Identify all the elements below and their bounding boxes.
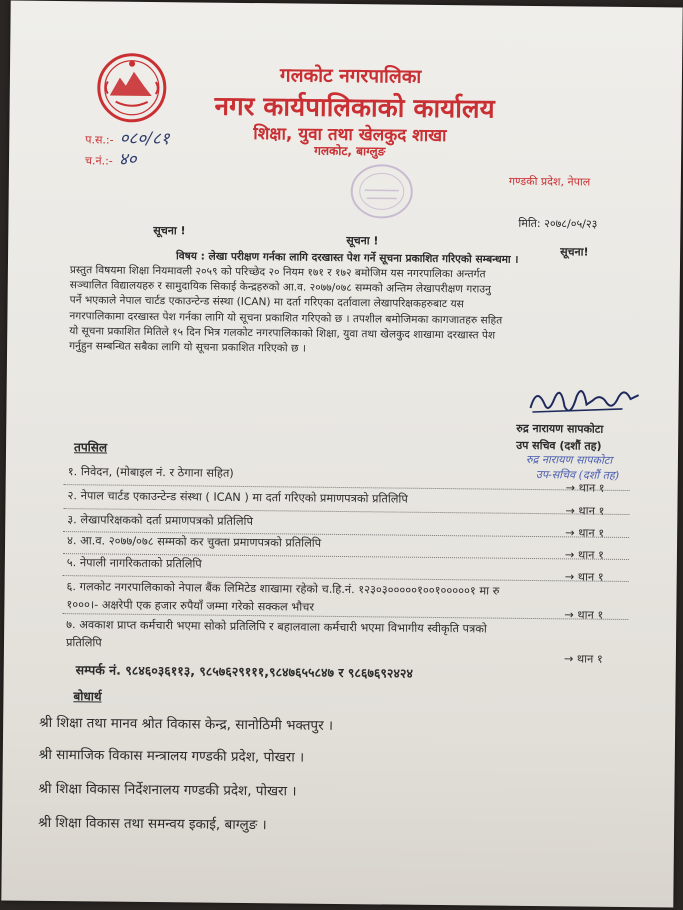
contact-numbers: सम्पर्क नं. ९८४६०३६११३, ९८५७६२९१११,९८४७६५५८४७ र ९८६७६९२४२४ (75, 662, 413, 681)
date: मिति: २०७८/०५/२३ (518, 216, 598, 231)
ref-cn-value: ४० (118, 149, 137, 170)
tapsil-item: ७. अवकाश प्राप्त कर्मचारी भएमा सोको प्रतिलिपि र बहालवाला कर्मचारी भएमा विभागीय स्वीकृति पत्रको (66, 618, 487, 636)
tapsil-item: २. नेपाल चार्टड एकाउन्टेन्ड संस्था ( ICAN ) मा दर्ता गरिएको प्रमाणपत्रको प्रतिलिपि (67, 489, 408, 506)
notice-label-right: सूचना! (560, 245, 589, 259)
tapsil-item-qty: → थान १ (565, 481, 605, 495)
body-line: गर्नुहुन सम्बन्धित सबैका लागि यो सूचना प्रकाशित गरिएको छ । (69, 340, 306, 355)
body-line: नगरपालिकामा दरखास्त पेश गर्नका लागि यो सूचना प्रकाशित गरिएको छ । तपशील बमोजिमका कागजातहरु सहित (69, 309, 503, 327)
cc-recipient: श्री शिक्षा विकास तथा समन्वय इकाई, बाग्लुङ । (38, 814, 267, 834)
handwritten-signature-icon (522, 378, 642, 423)
letter-page (1, 1, 682, 908)
tapsil-item: ५. नेपाली नागरिकताको प्रतिलिपि (66, 556, 202, 571)
bodhartha-heading: बोधार्थ (73, 689, 102, 704)
body-line: पर्ने भएकाले नेपाल चार्टड एकाउन्टेन्ड संस्था (ICAN) मा दर्ता गरिएका दर्तावाला लेखापरिक्षकहरुबाट यस (69, 294, 464, 311)
notice-body (69, 263, 618, 360)
tapsil-item: ६. गलकोट नगरपालिकाको नेपाल बैंक लिमिटेड शाखामा रहेको च.हि.नं. १२३०३०००००१००१०००००१ मा रु (66, 580, 500, 598)
signatory-name: रुद्र नारायण सापकोटा (516, 421, 604, 436)
notice-label-center: सूचना ! (346, 234, 379, 248)
stamp-signatory-title: उप-सचिव (दशौं तह) (535, 468, 620, 482)
office-location: गलकोट, बाग्लुङ (314, 143, 386, 159)
ref-ps-value: ०८०/८१ (119, 128, 170, 150)
cc-recipient: श्री शिक्षा विकास निर्देशनालय गण्डकी प्रदेश, पोखरा । (38, 780, 297, 800)
tapsil-item-continued: १०००।- अक्षरेपी एक हजार रुपैयाँ जम्मा गरेको सक्कल भौचर (66, 598, 315, 614)
office-stamp-icon (346, 160, 417, 223)
tapsil-item-continued: प्रतिलिपि (65, 636, 102, 650)
office-name: नगर कार्यपालिकाको कार्यालय (214, 91, 495, 125)
notice-label-left: सूचना ! (153, 224, 186, 238)
ref-ps-label: प.स.:- (85, 133, 114, 147)
municipality-name: गलकोट नगरपालिका (279, 64, 422, 88)
tapsil-item-qty: → थान १ (565, 504, 605, 518)
province-text: गण्डकी प्रदेश, नेपाल (508, 174, 591, 189)
dispatch-number (85, 146, 137, 170)
tapsil-item: ४. आ.व. २०७७/०७८ सम्मको कर चुक्ता प्रमाणपत्रको प्रतिलिपि (67, 534, 322, 550)
tapsil-item-qty: → थान १ (565, 526, 605, 540)
ref-cn-label: च.नं.:- (84, 154, 113, 168)
tapsil-item: ३. लेखापरिक्षकको दर्ता प्रमाणपत्रको प्रतिलिपि (67, 513, 253, 529)
tapsil-item-qty: → थान १ (564, 548, 604, 562)
tapsil-item-qty: → थान १ (564, 570, 604, 584)
signatory-title: उप सचिव (दशौं तह) (516, 438, 602, 453)
tapsil-heading: तपसिल (73, 440, 108, 455)
government-emblem-icon (95, 51, 168, 124)
cc-recipient: श्री शिक्षा तथा मानव श्रोत विकास केन्द्र, सानोठिमी भक्तपुर । (39, 714, 334, 734)
body-line: प्रस्तुत विषयमा शिक्षा नियमावली २०५९ को परिच्छेद २० नियम १७१ र १७२ बमोजिम यस नगरपालिका अन्तर्गत (69, 264, 486, 281)
stamp-signatory-name: रुद्र नारायण सापकोटा (525, 452, 613, 467)
subject-line: विषय : लेखा परीक्षण गर्नका लागि दरखास्त पेश गर्ने सूचना प्रकाशित गरिएको सम्बन्धमा । (175, 250, 519, 266)
tapsil-item-qty: → थान १ (564, 608, 604, 622)
tapsil-item: १. निवेदन, (मोबाइल नं. र ठेगाना सहित) (67, 465, 234, 480)
section-name: शिक्षा, युवा तथा खेलकुद शाखा (253, 124, 447, 147)
body-line: यो सूचना प्रकाशित मितिले १५ दिन भित्र गलकोट नगरपालिकाको शिक्षा, युवा तथा खेलकुद शाखामा दरखास्त पेश (69, 324, 496, 342)
tapsil-item-qty: → थान १ (563, 652, 603, 666)
body-line: सञ्चालित विद्यालयहरु र सामुदायिक सिकाई केन्द्रहरुको आ.व. २०७७/०७८ सम्मको अन्तिम लेखापरीक्षण गराउनु (69, 279, 492, 296)
cc-recipient: श्री सामाजिक विकास मन्त्रालय गण्डकी प्रदेश, पोखरा । (38, 746, 305, 766)
